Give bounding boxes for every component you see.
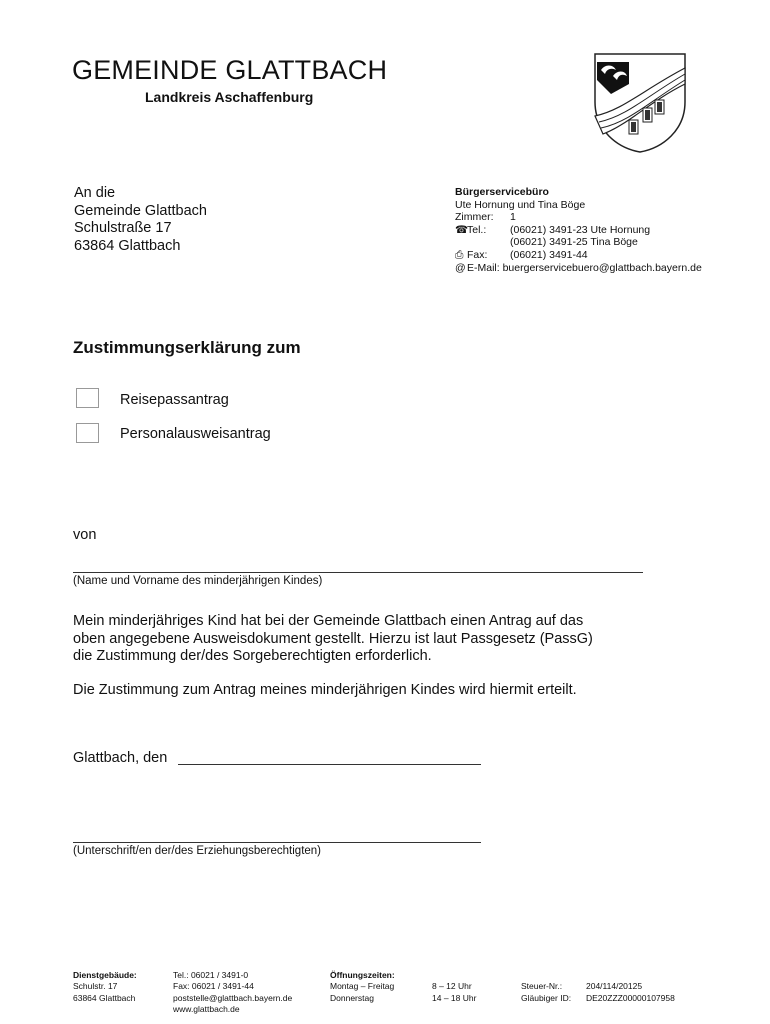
room-value: 1 [510, 211, 516, 224]
child-name-field[interactable] [73, 572, 643, 573]
mail-value: buergerservicebuero@glattbach.bayern.de [502, 261, 702, 274]
office-staff: Ute Hornung und Tina Böge [455, 198, 586, 211]
footer-tel: Tel.: 06021 / 3491-0 [173, 970, 249, 980]
recipient-address [74, 185, 207, 255]
recipient-line: An die [74, 185, 116, 201]
phone-icon: ☎ [455, 223, 469, 236]
tel-value: (06021) 3491-23 Ute Hornung [510, 223, 651, 236]
recipient-line: Schulstraße 17 [74, 220, 172, 236]
footer-email[interactable]: poststelle@glattbach.bayern.de [173, 992, 293, 1003]
footer-creditor-label: Gläubiger ID: [521, 992, 572, 1003]
paragraph-line: Mein minderjähriges Kind hat bei der Gemeinde Glattbach einen Antrag auf das [73, 613, 584, 629]
fax-label: Fax: [467, 248, 488, 261]
mail-label: E-Mail: [467, 261, 500, 274]
office-heading: Bürgerservicebüro [455, 186, 549, 198]
passport-checkbox[interactable] [76, 388, 99, 408]
footer-tax-label: Steuer-Nr.: [521, 981, 563, 992]
recipient-line: Gemeinde Glattbach [74, 202, 207, 219]
signature-caption: (Unterschrift/en der/des Erziehungsberechtigten) [73, 845, 322, 857]
footer-contact [173, 970, 292, 1016]
footer-hours-day: Montag – Freitag [330, 981, 395, 992]
child-name-caption: (Name und Vorname des minderjährigen Kindes) [73, 575, 323, 587]
footer-hours-times [432, 970, 476, 1004]
explanation-paragraph [73, 613, 593, 666]
footer-building-street: Schulstr. 17 [73, 981, 118, 992]
at-icon: @ [455, 261, 466, 274]
footer-hours-day: Donnerstag [330, 992, 374, 1003]
office-contact-block [455, 186, 702, 274]
id-card-option-label: Personalausweisantrag [120, 426, 271, 442]
district-subtitle: Landkreis Aschaffenburg [145, 89, 314, 105]
paragraph-line: die Zustimmung der/des Sorgeberechtigten erforderlich. [73, 648, 432, 664]
coat-of-arms-icon [583, 50, 697, 154]
paragraph-line: oben angegebene Ausweisdokument gestellt. Hierzu ist laut Passgesetz (PassG) [73, 630, 593, 647]
recipient-line: 63864 Glattbach [74, 237, 181, 254]
date-field[interactable] [178, 764, 481, 765]
footer-fax: Fax: 06021 / 3491-44 [173, 981, 254, 992]
signature-field[interactable] [73, 842, 481, 843]
footer-building-head: Dienstgebäude: [73, 970, 137, 980]
fax-icon: ⎙ [455, 248, 464, 261]
consent-statement: Die Zustimmung zum Antrag meines minderjährigen Kindes wird hiermit erteilt. [73, 682, 577, 698]
tel-label: Tel.: [467, 223, 487, 236]
fax-value: (06021) 3491-44 [510, 248, 588, 261]
room-label: Zimmer: [455, 211, 494, 224]
tel-value: (06021) 3491-25 Tina Böge [510, 236, 638, 249]
passport-option-label: Reisepassantrag [120, 392, 229, 408]
footer-creditor-value: DE20ZZZ00000107958 [586, 992, 675, 1003]
footer-tax-values [586, 970, 675, 1004]
date-label: Glattbach, den [73, 750, 168, 766]
footer-building [73, 970, 137, 1004]
von-label: von [73, 527, 97, 543]
footer-building-city: 63864 Glattbach [73, 992, 136, 1003]
footer-hours-time: 8 – 12 Uhr [432, 981, 472, 992]
id-card-checkbox[interactable] [76, 423, 99, 443]
footer-tax-labels [521, 970, 571, 1004]
footer-tax-value: 204/114/20125 [586, 981, 643, 992]
footer-hours-time: 14 – 18 Uhr [432, 992, 477, 1003]
form-heading: Zustimmungserklärung zum [73, 338, 301, 357]
footer-hours-head: Öffnungszeiten: [330, 970, 395, 980]
footer-web[interactable]: www.glattbach.de [173, 1004, 240, 1015]
footer-hours-days [330, 970, 395, 1004]
municipality-title: GEMEINDE GLATTBACH [72, 55, 388, 85]
